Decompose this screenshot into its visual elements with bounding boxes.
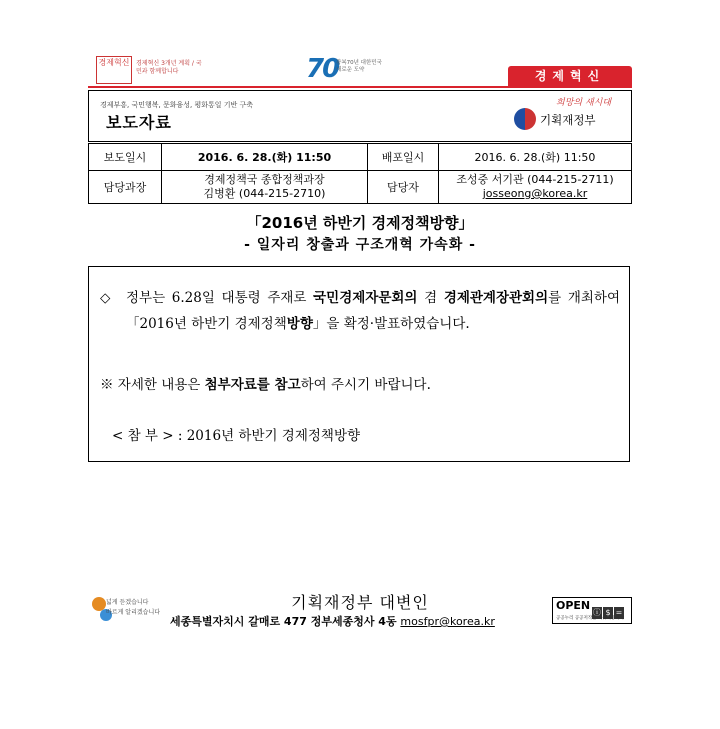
p1-text-g: 」을 확정·발표하였습니다. — [312, 316, 470, 332]
report-date-value: 2016. 6. 28.(화) 11:50 — [162, 144, 368, 171]
left-logo-text: 경제혁신 — [98, 58, 130, 67]
document-subtitle: - 일자리 창출과 구조개혁 가속화 - — [244, 237, 476, 253]
p1-bold-ministers: 경제관계장관회의 — [443, 290, 549, 306]
attribution-icon: ⓘ — [593, 608, 601, 617]
page-title: 보도자료 — [106, 113, 172, 132]
report-date-label: 보도일시 — [89, 144, 162, 171]
noderivs-icon: = — [615, 608, 623, 617]
diamond-bullet-icon: ◇ — [100, 290, 111, 306]
p2-text-c: 하여 주시기 바랍니다. — [300, 377, 431, 393]
open-license-text: 공공누리 공공저작물 자유이용허락 — [556, 616, 625, 621]
p2-bold-attachment: 첨부자료를 참고 — [204, 377, 301, 393]
noncommercial-icon: $ — [603, 607, 613, 619]
release-date-value: 2016. 6. 28.(화) 11:50 — [439, 144, 632, 171]
left-logo-text-2: 바르게 알리겠습니다 — [106, 609, 161, 616]
footer-email-link[interactable]: mosfpr@korea.kr — [400, 615, 495, 628]
reference-mark-icon: ※ — [100, 377, 114, 393]
dept-label: 담당과장 — [89, 171, 162, 204]
ministry-name: 기획재정부 — [540, 113, 596, 127]
contact-email[interactable]: josseong@korea.kr — [482, 187, 588, 200]
p1-text-e: 를 개최하여 「2016년 하반기 경제정책 — [126, 290, 621, 332]
address-text: 세종특별자치시 갈매로 477 정부세종청사 4동 — [170, 615, 401, 628]
hope-slogan: 희망의 새시대 — [556, 98, 612, 108]
dept-info — [162, 171, 368, 204]
press-info-table — [88, 143, 632, 204]
innovation-tab: 경제혁신 — [508, 66, 632, 86]
top-tagline: 경제혁신 3개년 계획 / 국민과 함께합니다 — [136, 60, 202, 75]
document-title: 「2016년 하반기 경제정책방향」 — [246, 214, 474, 232]
release-date-label: 배포일시 — [368, 144, 439, 171]
contact-label: 담당자 — [368, 171, 439, 204]
anniversary-text: 광복70년 대한민국 새로운 도약 — [336, 60, 382, 73]
economic-innovation-logo — [96, 56, 132, 84]
paragraph-announcement — [100, 285, 620, 337]
contact-line-1: 조성중 서기관 (044-215-2711) — [456, 173, 614, 186]
open-word: OPEN — [556, 599, 591, 612]
p1-text-a: 정부는 6.28일 대통령 주재로 — [126, 290, 314, 306]
paragraph-reference — [100, 372, 620, 398]
p1-text-c: 겸 — [417, 290, 444, 306]
spokesperson-title: 기획재정부 대변인 — [291, 593, 429, 612]
dept-line-1: 경제정책국 종합정책과장 — [204, 173, 325, 186]
banner-divider — [88, 86, 632, 88]
left-logo-text-1: 넓게 듣겠습니다 — [106, 599, 149, 606]
p1-bold-direction: 방향 — [286, 316, 313, 332]
dept-line-2: 김병환 (044-215-2710) — [203, 187, 326, 200]
government-emblem-icon — [514, 108, 536, 130]
header-slogan: 경제부흥, 국민행복, 문화융성, 평화통일 기반 구축 — [100, 101, 254, 109]
contact-info — [439, 171, 632, 204]
footer-address — [170, 613, 495, 629]
attachment-line: < 참 부 > : 2016년 하반기 경제정책방향 — [112, 428, 361, 444]
p2-text-a: 자세한 내용은 — [113, 377, 205, 393]
anniversary-number: 70 — [306, 54, 339, 84]
license-icons — [592, 600, 628, 617]
p1-bold-council: 국민경제자문회의 — [313, 290, 418, 306]
